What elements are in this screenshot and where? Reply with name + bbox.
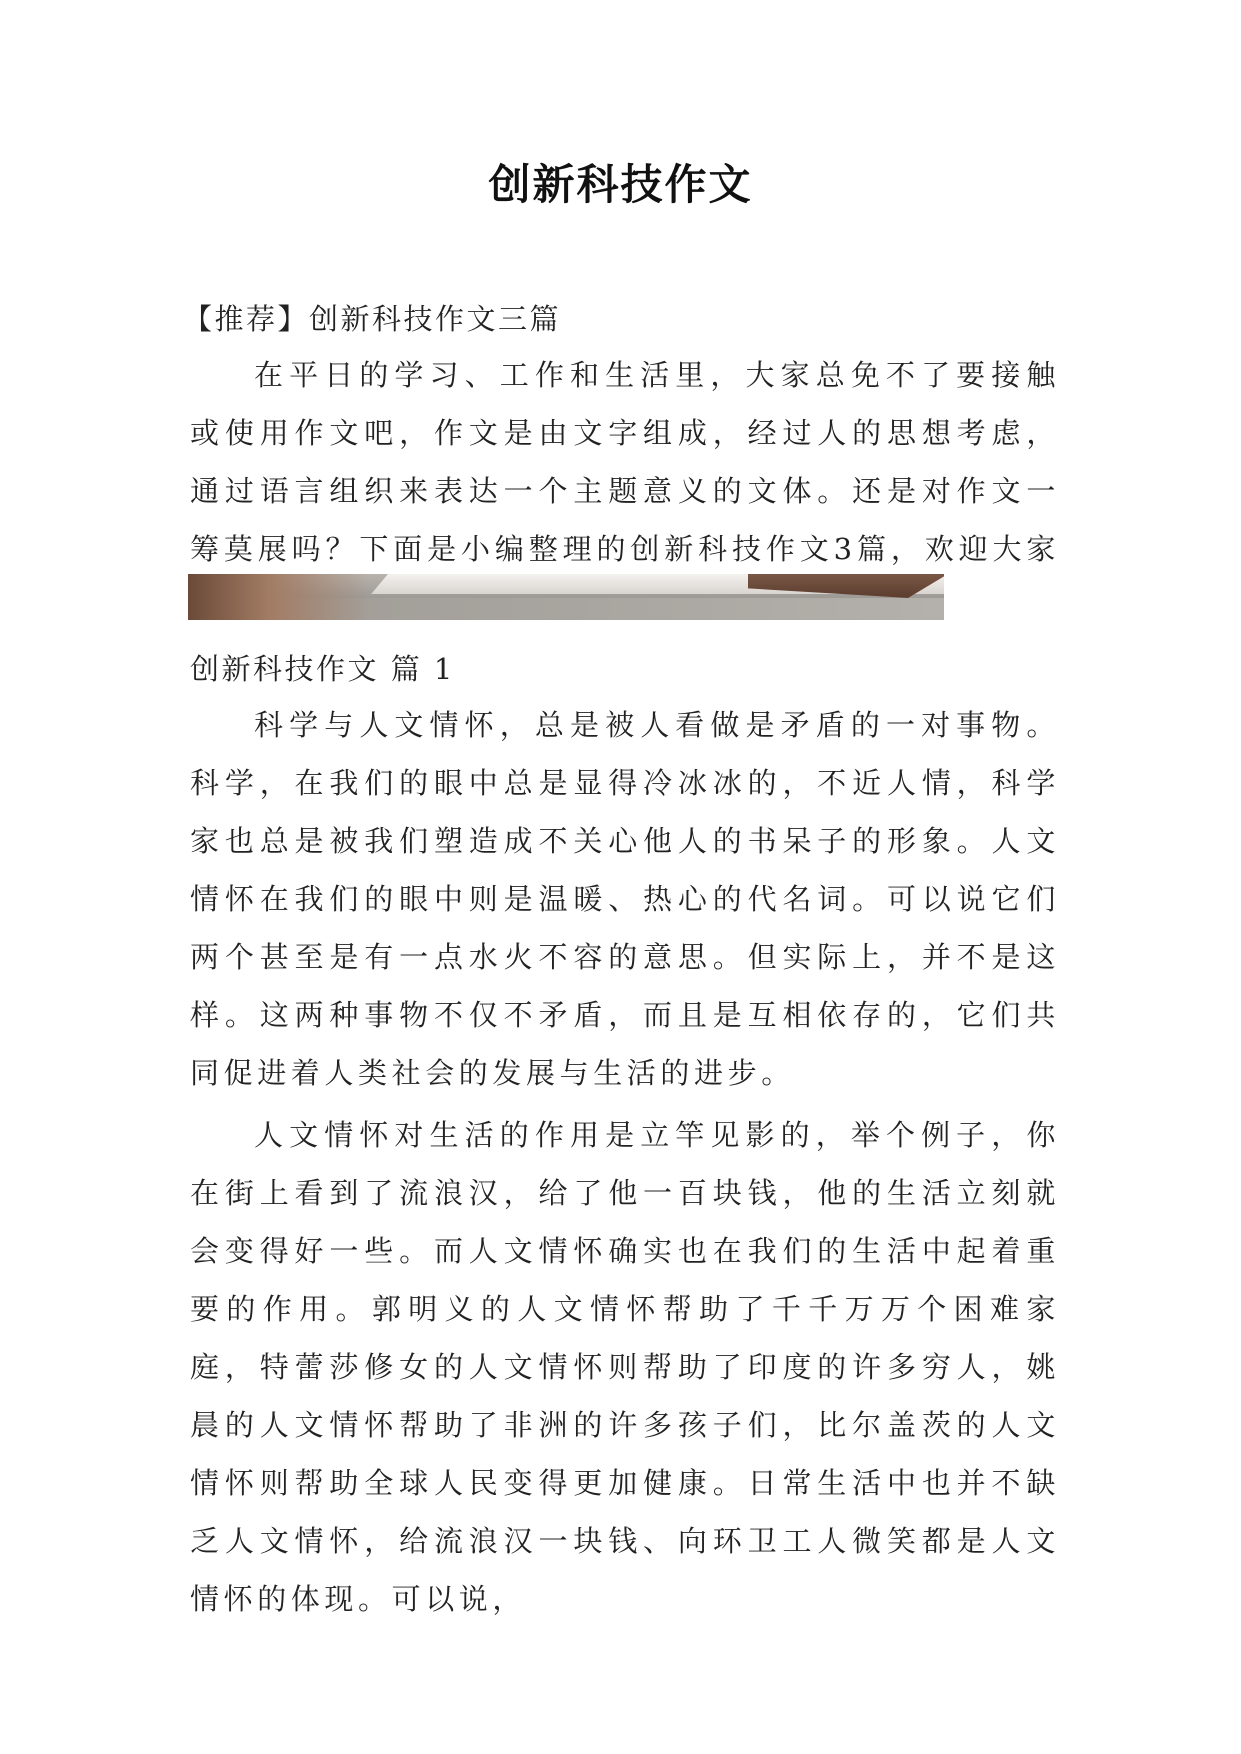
section-heading: 创新科技作文 篇 1 xyxy=(190,652,455,686)
intro-paragraph: 在平日的学习、工作和生活里，大家总免不了要接触或使用作文吧，作文是由文字组成，经过人的思想考虑，通过语言组织来表达一个主题意义的文体。还是对作文一筹莫展吗？下面是小编整理的创新科技作文3篇，欢迎大家 xyxy=(190,358,1060,566)
banner-image xyxy=(188,574,944,620)
recommend-line: 【推荐】创新科技作文三篇 xyxy=(183,302,562,336)
body-paragraph: 科学与人文情怀，总是被人看做是矛盾的一对事物。科学，在我们的眼中总是显得冷冰冰的，不近人情，科学家也总是被我们塑造成不关心他人的书呆子的形象。人文情怀在我们的眼中则是温暖、热心的代名词。可以说它们两个甚至是有一点水火不容的意思。但实际上，并不是这样。这两种事物不仅不矛盾，而且是互相依存的，它们共同促进着人类社会的发展与生活的进步。 xyxy=(190,708,1060,1090)
page-title: 创新科技作文 xyxy=(488,160,753,209)
body-paragraph: 人文情怀对生活的作用是立竿见影的，举个例子，你在街上看到了流浪汉，给了他一百块钱，他的生活立刻就会变得好一些。而人文情怀确实也在我们的生活中起着重要的作用。郭明义的人文情怀帮助了千千万万个困难家庭，特蕾莎修女的人文情怀则帮助了印度的许多穷人，姚晨的人文情怀帮助了非洲的许多孩子们，比尔盖茨的人文情怀则帮助全球人民变得更加健康。日常生活中也并不缺乏人文情怀，给流浪汉一块钱、向环卫工人微笑都是人文情怀的体现。可以说， xyxy=(190,1118,1060,1616)
